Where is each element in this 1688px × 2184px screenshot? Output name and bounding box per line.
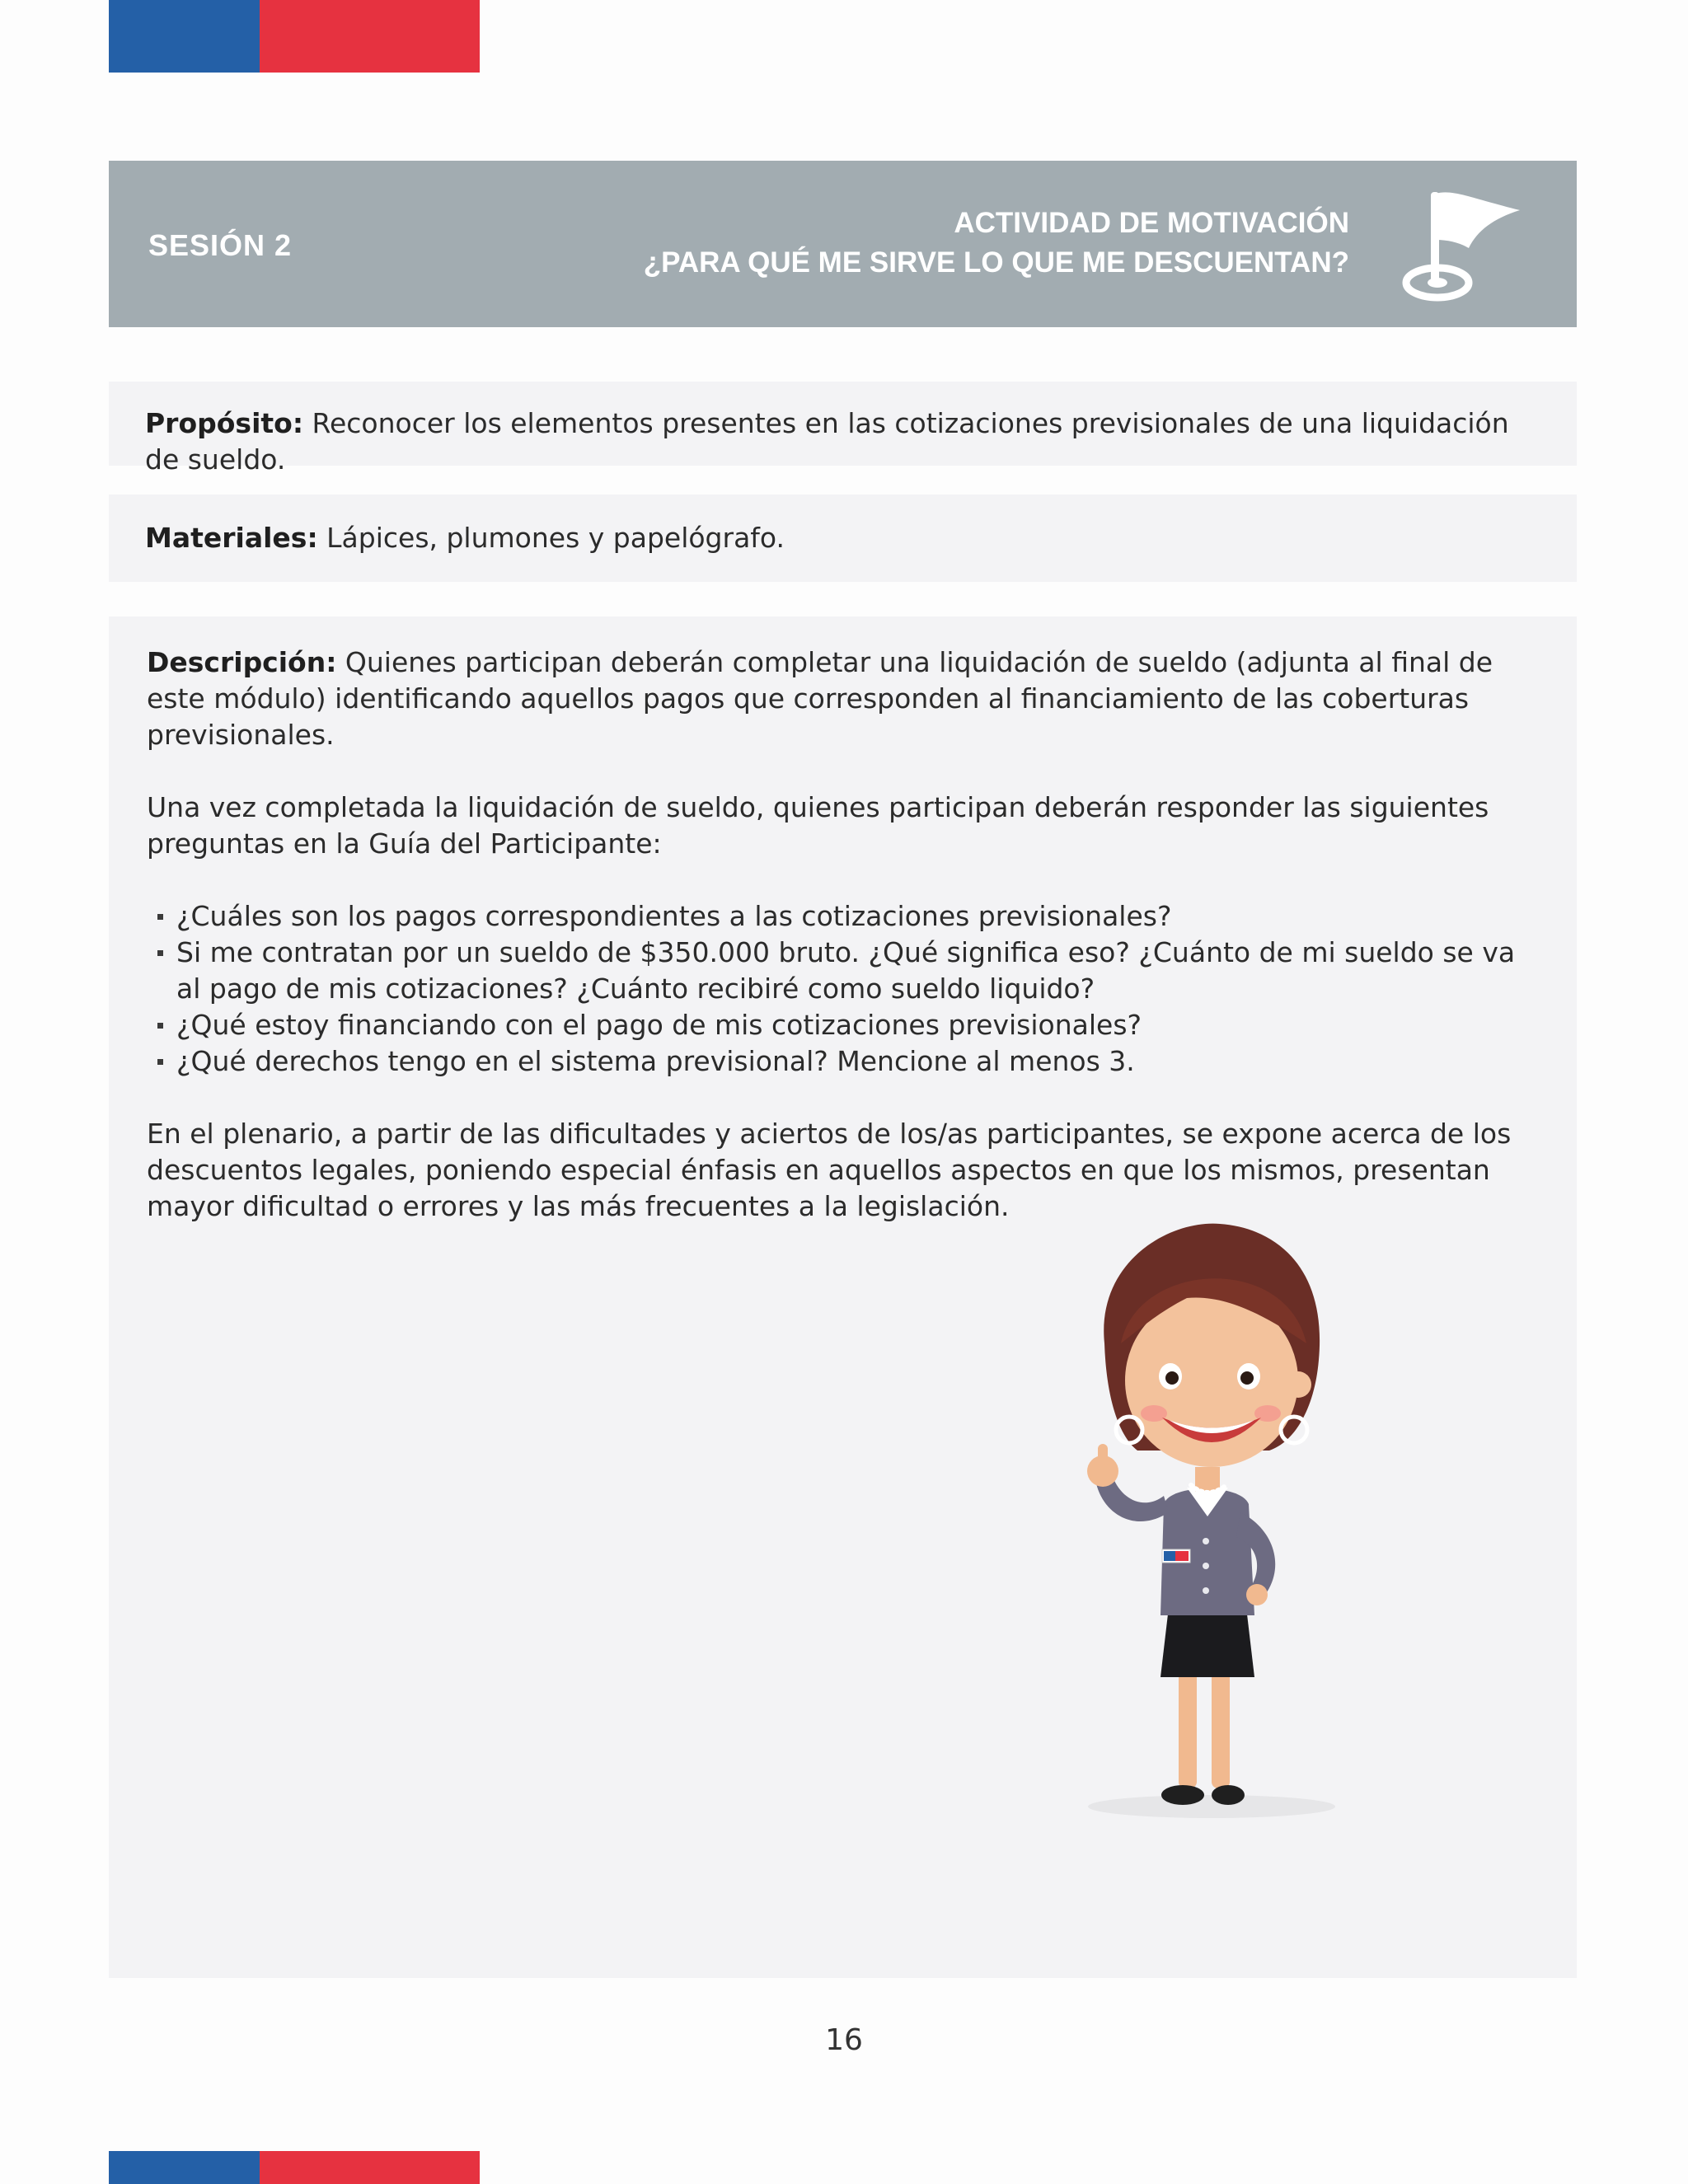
description-intro — [147, 644, 1539, 753]
questions-list — [147, 898, 1539, 1080]
flag-red-segment — [260, 0, 480, 73]
list-item: ¿Qué derechos tengo en el sistema previsional? Mencione al menos 3. — [176, 1043, 1539, 1080]
materials-section — [109, 494, 1577, 582]
activity-title-line2: ¿PARA QUÉ ME SIRVE LO QUE ME DESCUENTAN? — [643, 246, 1349, 279]
description-label: Descripción: — [147, 646, 337, 678]
purpose-section — [109, 382, 1577, 476]
description-paragraph-3: En el plenario, a partir de las dificultades y aciertos de los/as participantes, se expone acerca de los descuentos legales, poniendo especial énfasis en aquellos aspectos en que los mismos, presentan mayor dificultad o errores y las más frecuentes a la legislación. — [147, 1118, 1512, 1222]
session-label: SESIÓN 2 — [148, 228, 293, 262]
list-item: ¿Cuáles son los pagos correspondientes a las cotizaciones previsionales? — [176, 898, 1539, 935]
businesswoman-illustration — [1071, 1220, 1385, 1830]
session-header — [109, 161, 1577, 327]
purpose-label: Propósito: — [145, 407, 304, 439]
description-intro-text: Quienes participan deberán completar una liquidación de sueldo (adjunta al final de este módulo) identificando aquellos pagos que corresponden al financiamiento de las coberturas previsionales. — [147, 646, 1493, 751]
list-item: Si me contratan por un sueldo de $350.000 bruto. ¿Qué significa eso? ¿Cuánto de mi sueldo se va al pago de mis cotizaciones? ¿Cuánto recibiré como sueldo liquido? — [176, 935, 1539, 1007]
flag-blue-segment — [109, 2151, 260, 2184]
flag-blue-segment — [109, 0, 260, 73]
materials-label: Materiales: — [145, 522, 318, 554]
flag-on-target-icon — [1395, 185, 1526, 309]
description-paragraph-2: Una vez completada la liquidación de sueldo, quienes participan deberán responder las siguientes preguntas en la Guía del Participante: — [147, 791, 1489, 860]
bottom-flag-strip — [109, 2151, 480, 2184]
materials-text: Lápices, plumones y papelógrafo. — [317, 522, 785, 554]
list-item: ¿Qué estoy financiando con el pago de mis cotizaciones previsionales? — [176, 1007, 1539, 1043]
activity-title — [644, 204, 1349, 283]
page-number: 16 — [825, 2023, 863, 2057]
purpose-text: Reconocer los elementos presentes en las cotizaciones previsionales de una liquidación de sueldo. — [145, 407, 1509, 476]
top-flag-strip — [109, 0, 480, 73]
flag-red-segment — [260, 2151, 480, 2184]
activity-title-line1: ACTIVIDAD DE MOTIVACIÓN — [954, 207, 1349, 239]
